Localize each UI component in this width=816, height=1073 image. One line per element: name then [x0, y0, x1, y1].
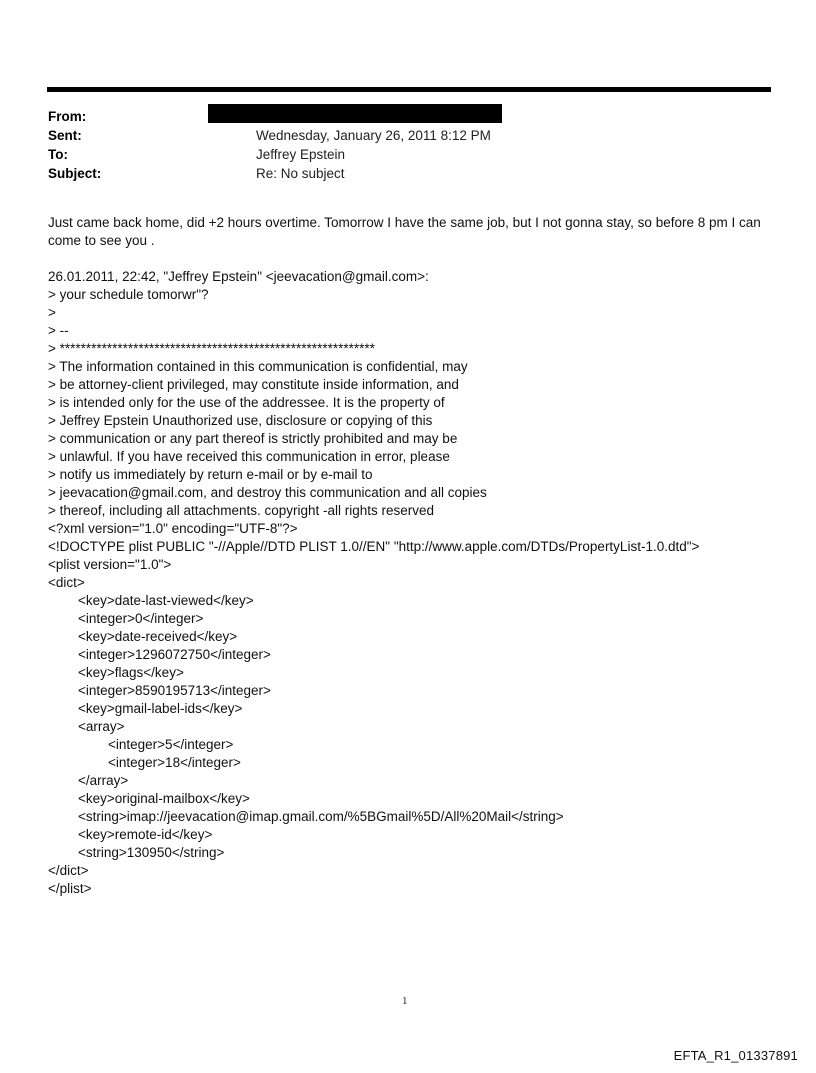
quoted-line: > unlawful. If you have received this communication in error, please [48, 449, 450, 464]
top-divider [47, 87, 771, 92]
to-value: Jeffrey Epstein [256, 147, 346, 162]
subject-label: Subject: [48, 166, 102, 181]
quoted-line: <integer>5</integer> [48, 737, 234, 752]
quoted-line: <string>130950</string> [48, 845, 225, 860]
document-id: EFTA_R1_01337891 [673, 1048, 798, 1063]
sent-label: Sent: [48, 128, 82, 143]
quoted-line: > your schedule tomorwr"? [48, 287, 209, 302]
quoted-line: <integer>1296072750</integer> [48, 647, 271, 662]
quoted-line: </plist> [48, 881, 92, 896]
quoted-line: 26.01.2011, 22:42, "Jeffrey Epstein" <jeevacation@gmail.com>: [48, 269, 429, 284]
quoted-line: <integer>8590195713</integer> [48, 683, 271, 698]
quoted-line: <dict> [48, 575, 85, 590]
quoted-line: <integer>18</integer> [48, 755, 241, 770]
quoted-line: <key>date-last-viewed</key> [48, 593, 254, 608]
quoted-line: > -- [48, 323, 69, 338]
page-number: 1 [402, 995, 408, 1007]
to-label: To: [48, 147, 68, 162]
quoted-line: <string>imap://jeevacation@imap.gmail.com/%5BGmail%5D/All%20Mail</string> [48, 809, 564, 824]
from-row [48, 107, 768, 126]
quoted-line: > be attorney-client privileged, may constitute inside information, and [48, 377, 459, 392]
quoted-line: <key>flags</key> [48, 665, 184, 680]
quoted-line: > is intended only for the use of the addressee. It is the property of [48, 395, 445, 410]
subject-value: Re: No subject [256, 166, 345, 181]
quoted-line: > [48, 305, 56, 320]
sent-row [48, 126, 768, 145]
quoted-line: <array> [48, 719, 125, 734]
quoted-line: <integer>0</integer> [48, 611, 204, 626]
quoted-line: </dict> [48, 863, 89, 878]
message-paragraph: Just came back home, did +2 hours overtime. Tomorrow I have the same job, but I not gonna stay, so before 8 pm I can come to see you . [48, 215, 761, 248]
email-header [48, 107, 768, 183]
quoted-line: <key>gmail-label-ids</key> [48, 701, 243, 716]
quoted-line: > ************************************************************ [48, 341, 375, 356]
subject-row [48, 164, 768, 183]
quoted-line: <key>original-mailbox</key> [48, 791, 250, 806]
to-row [48, 145, 768, 164]
email-body [48, 214, 763, 898]
quoted-line: > jeevacation@gmail.com, and destroy this communication and all copies [48, 485, 487, 500]
quoted-line: > notify us immediately by return e-mail or by e-mail to [48, 467, 373, 482]
quoted-line: > thereof, including all attachments. copyright -all rights reserved [48, 503, 435, 518]
quoted-line: > Jeffrey Epstein Unauthorized use, disclosure or copying of this [48, 413, 433, 428]
from-label: From: [48, 109, 87, 124]
sent-value: Wednesday, January 26, 2011 8:12 PM [256, 128, 491, 143]
quoted-line: <!DOCTYPE plist PUBLIC "-//Apple//DTD PLIST 1.0//EN" "http://www.apple.com/DTDs/PropertyList-1.0.dtd"> [48, 539, 700, 554]
quoted-line: <key>date-received</key> [48, 629, 238, 644]
quoted-line: <key>remote-id</key> [48, 827, 213, 842]
quoted-line: > The information contained in this communication is confidential, may [48, 359, 468, 374]
quoted-line: </array> [48, 773, 129, 788]
quoted-line: <plist version="1.0"> [48, 557, 172, 572]
quoted-text-block [48, 268, 763, 898]
quoted-line: <?xml version="1.0" encoding="UTF-8"?> [48, 521, 298, 536]
quoted-line: > communication or any part thereof is strictly prohibited and may be [48, 431, 458, 446]
